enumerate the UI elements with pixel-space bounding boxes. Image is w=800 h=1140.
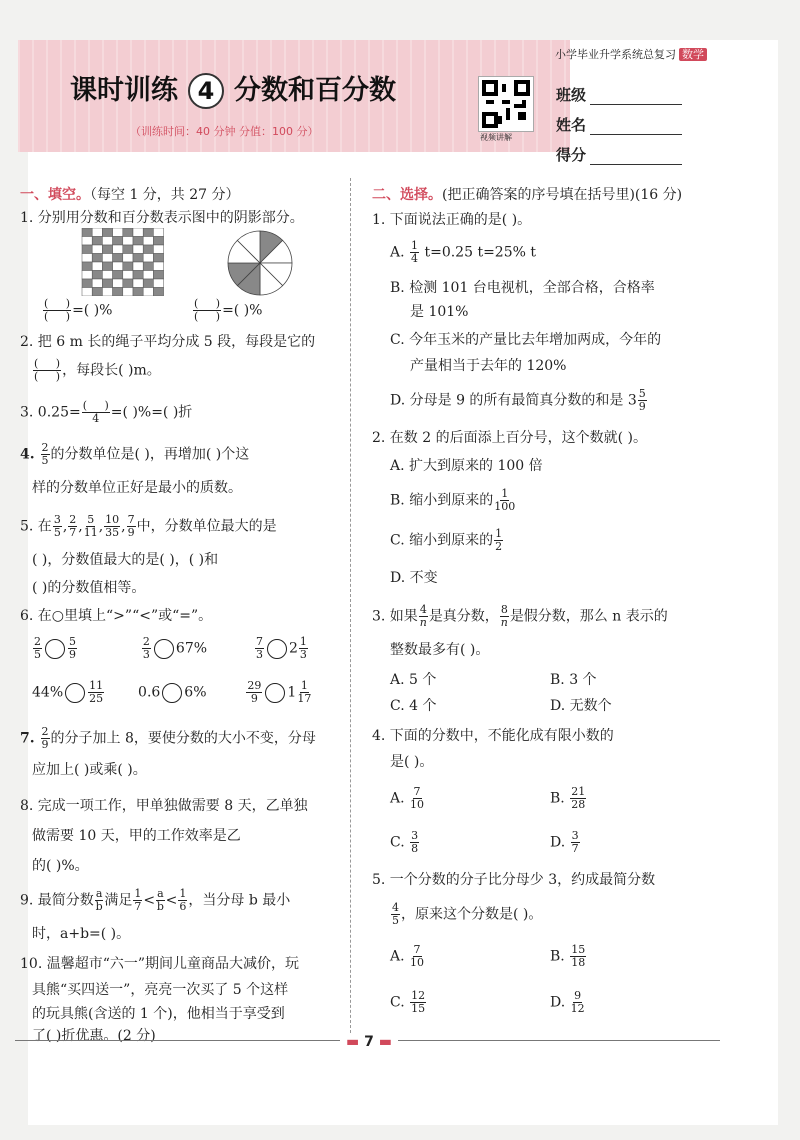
page-number: ▬ 7 ▬	[340, 1034, 398, 1050]
grid-cell	[102, 245, 112, 254]
grid-cell	[92, 245, 102, 254]
grid-cell	[92, 279, 102, 288]
question-10-line2: 具熊“买四送一”，亮亮一次买了 5 个这样	[32, 982, 289, 998]
grid-cell	[143, 262, 153, 271]
compare-circle[interactable]	[45, 639, 65, 659]
compare-circle[interactable]	[154, 639, 174, 659]
grid-cell	[82, 228, 92, 237]
grid-cell	[113, 245, 123, 254]
grid-cell	[82, 237, 92, 246]
s2-question-2: 2. 在数 2 的后面添上百分号，这个数就( )。	[372, 430, 647, 446]
question-8-line3: 的( )%。	[32, 858, 89, 874]
compare-circle[interactable]	[267, 639, 287, 659]
question-1: 1. 分别用分数和百分数表示图中的阴影部分。	[20, 210, 304, 226]
s2-q1-option-a: A. $\frac{1}{4}$ t=0.25 t=25% t	[390, 239, 536, 265]
grid-cell	[143, 254, 153, 263]
s2-question-3-line2: 整数最多有( )。	[390, 642, 490, 658]
name-blank[interactable]	[590, 120, 682, 135]
class-blank[interactable]	[590, 90, 682, 105]
score-blank[interactable]	[590, 150, 682, 165]
grid-cell	[102, 254, 112, 263]
circle-sector-figure	[225, 228, 295, 298]
question-7-line2: 应加上( )或乘( )。	[32, 762, 147, 778]
question-8-line1: 8. 完成一项工作，甲单独做需要 8 天，乙单独	[20, 798, 308, 814]
qr-label: 视频讲解	[480, 133, 512, 142]
grid-cell	[92, 254, 102, 263]
s2-q1-option-b-line1: B. 检测 101 台电视机，全部合格，合格率	[390, 280, 655, 296]
s2-q2-option-b: B. 缩小到原来的 $\frac{1}{100}$	[390, 487, 516, 513]
question-9-line2: 时，a+b=( )。	[32, 926, 131, 942]
grid-cell	[82, 254, 92, 263]
grid-cell	[153, 245, 163, 254]
grid-cell	[113, 288, 123, 297]
grid-cell	[133, 271, 143, 280]
grid-cell	[92, 271, 102, 280]
grid-cell	[123, 237, 133, 246]
s2-q1-option-c-line1: C. 今年玉米的产量比去年增加两成，今年的	[390, 332, 662, 348]
question-10-line3: 的玩具熊(含送的 1 个)，他相当于享受到	[32, 1006, 285, 1022]
q1-answer-right: $\frac{( )}{( )}$ =( )%	[194, 297, 263, 323]
score-field	[556, 144, 682, 165]
s2-q2-option-d: D. 不变	[390, 570, 438, 586]
class-field	[556, 84, 682, 105]
question-5-line2: ( )，分数值最大的是( )，( )和	[32, 552, 219, 568]
series-title: 小学毕业升学系统总复习	[555, 48, 676, 61]
grid-cell	[113, 228, 123, 237]
question-6: 6. 在○里填上“>”“<”或“=”。	[20, 608, 213, 624]
question-9-line1: 9. 最简分数 $\frac{a}{b}$ 满足 $\frac{1}{7}$ < $\frac{a}{b}$ < $\frac{1}{6}$ ，当分母 b 最小	[20, 887, 291, 913]
grid-cell	[92, 288, 102, 297]
compare-circle[interactable]	[65, 683, 85, 703]
grid-cell	[143, 288, 153, 297]
checkered-grid-figure	[78, 228, 166, 296]
qr-code-icon	[482, 80, 530, 128]
s2-q3-option-a: A. 5 个	[390, 672, 437, 688]
subject-badge: 数学	[679, 48, 707, 61]
s2-q5-option-c: C. $\frac{12}{15}$	[390, 989, 426, 1015]
column-divider	[350, 178, 351, 1048]
s2-q4-option-c: C. $\frac{3}{8}$	[390, 829, 419, 855]
s2-q3-option-b: B. 3 个	[550, 672, 597, 688]
grid-cell	[123, 271, 133, 280]
grid-cell	[102, 228, 112, 237]
s2-question-5-line1: 5. 一个分数的分子比分母少 3，约成最简分数	[372, 872, 656, 888]
question-5-line3: ( )的分数值相等。	[32, 580, 146, 596]
name-field	[556, 114, 682, 135]
grid-cell	[113, 254, 123, 263]
grid-cell	[102, 279, 112, 288]
grid-cell	[82, 245, 92, 254]
grid-cell	[153, 262, 163, 271]
name-label: 姓名	[556, 116, 587, 134]
title-prefix: 课时训练	[70, 75, 178, 106]
section1-heading: 一、填空。（每空 1 分，共 27 分）	[20, 187, 240, 203]
grid-cell	[133, 279, 143, 288]
grid-cell	[133, 288, 143, 297]
grid-cell	[123, 245, 133, 254]
grid-cell	[102, 271, 112, 280]
grid-cell	[123, 254, 133, 263]
question-10-line4: 了( )折优惠。(2 分)	[32, 1028, 156, 1044]
grid-cell	[113, 237, 123, 246]
grid-cell	[82, 262, 92, 271]
question-4-line2: 样的分数单位正好是最小的质数。	[32, 480, 242, 496]
s2-q1-option-d: D. 分母是 9 的所有最简真分数的和是 3 $\frac{5}{9}$	[390, 387, 646, 413]
grid-cell	[133, 254, 143, 263]
grid-cell	[113, 271, 123, 280]
question-7-line1: 7. $\frac{2}{9}$ 的分子加上 8，要使分数的大小不变，分母	[20, 725, 316, 751]
s2-question-4-line2: 是( )。	[390, 754, 434, 770]
qr-code[interactable]	[478, 76, 534, 132]
s2-question-4-line1: 4. 下面的分数中，不能化成有限小数的	[372, 728, 614, 744]
question-10-line1: 10. 温馨超市“六一”期间儿童商品大减价，玩	[20, 956, 300, 972]
grid-cell	[143, 271, 153, 280]
grid-cell	[113, 279, 123, 288]
question-4-line1: 4. $\frac{2}{5}$ 的分数单位是( )，再增加( )个这	[20, 441, 250, 467]
grid-cell	[92, 228, 102, 237]
q6-row1: $\frac{2}{5}$ $\frac{5}{9}$ $\frac{2}{3}$ 67% $\frac{7}{3}$ 2 $\frac{1}{3}$	[34, 635, 307, 661]
grid-cell	[102, 288, 112, 297]
question-2-line2: $\frac{( )}{( )}$ ，每段长( )m。	[34, 357, 161, 383]
grid-cell	[133, 228, 143, 237]
s2-q1-option-c-line2: 产量相当于去年的 120%	[410, 358, 567, 374]
s2-q2-option-a: A. 扩大到原来的 100 倍	[390, 458, 543, 474]
s2-q3-option-d: D. 无数个	[550, 698, 612, 714]
compare-circle[interactable]	[162, 683, 182, 703]
grid-cell	[133, 262, 143, 271]
grid-cell	[153, 279, 163, 288]
question-5-line1: 5. 在 $\frac{3}{5}$ , $\frac{2}{7}$ , $\frac{5}{11}$ , $\frac{10}{35}$ , $\frac{7}{9}$ 中，分数单位最大的是	[20, 513, 277, 539]
grid-cell	[102, 262, 112, 271]
s2-question-1: 1. 下面说法正确的是( )。	[372, 212, 532, 228]
grid-cell	[153, 237, 163, 246]
grid-cell	[113, 262, 123, 271]
section2-heading: 二、选择。(把正确答案的序号填在括号里)(16 分)	[372, 187, 683, 203]
grid-cell	[92, 262, 102, 271]
class-label: 班级	[556, 86, 587, 104]
question-2-line1: 2. 把 6 m 长的绳子平均分成 5 段，每段是它的	[20, 334, 316, 350]
grid-cell	[82, 271, 92, 280]
score-label: 得分	[556, 146, 587, 164]
grid-cell	[123, 262, 133, 271]
s2-q3-option-c: C. 4 个	[390, 698, 437, 714]
s2-question-5-line2: $\frac{4}{5}$ ，原来这个分数是( )。	[392, 901, 543, 927]
grid-cell	[143, 245, 153, 254]
page-title	[70, 68, 396, 109]
compare-circle[interactable]	[265, 683, 285, 703]
time-score-info: （训练时间：40 分钟 分值：100 分）	[130, 125, 319, 138]
grid-cell	[153, 254, 163, 263]
grid-cell	[123, 279, 133, 288]
grid-cell	[143, 228, 153, 237]
grid-cell	[82, 288, 92, 297]
title-text: 分数和百分数	[234, 75, 396, 106]
q6-row2: 44% $\frac{11}{25}$ 0.6 6% $\frac{29}{9}$ 1 $\frac{1}{17}$	[32, 679, 312, 705]
lesson-number: 4	[188, 73, 224, 109]
grid-cell	[143, 279, 153, 288]
grid-cell	[102, 237, 112, 246]
grid-cell	[82, 279, 92, 288]
question-3: 3. 0.25= $\frac{( )}{4}$ =( )%=( )折	[20, 399, 193, 425]
grid-cell	[153, 271, 163, 280]
question-8-line2: 做需要 10 天，甲的工作效率是乙	[32, 828, 241, 844]
series-name	[555, 46, 707, 62]
grid-cell	[123, 228, 133, 237]
q1-answer-left: $\frac{( )}{( )}$ =( )%	[44, 297, 113, 323]
s2-q5-option-b: B. $\frac{15}{18}$	[550, 943, 586, 969]
s2-q4-option-b: B. $\frac{21}{28}$	[550, 785, 586, 811]
grid-cell	[143, 237, 153, 246]
grid-cell	[123, 288, 133, 297]
s2-q5-option-a: A. $\frac{7}{10}$	[390, 943, 425, 969]
s2-question-3-line1: 3. 如果 $\frac{4}{n}$ 是真分数， $\frac{8}{n}$ 是假分数，那么 n 表示的	[372, 603, 668, 629]
s2-q2-option-c: C. 缩小到原来的 $\frac{1}{2}$	[390, 527, 503, 553]
grid-cell	[133, 237, 143, 246]
grid-cell	[133, 245, 143, 254]
s2-q1-option-b-line2: 是 101%	[410, 304, 469, 320]
s2-q5-option-d: D. $\frac{9}{12}$	[550, 989, 585, 1015]
s2-q4-option-a: A. $\frac{7}{10}$	[390, 785, 425, 811]
grid-cell	[153, 288, 163, 297]
s2-q4-option-d: D. $\frac{3}{7}$	[550, 829, 579, 855]
grid-cell	[92, 237, 102, 246]
grid-cell	[153, 228, 163, 237]
